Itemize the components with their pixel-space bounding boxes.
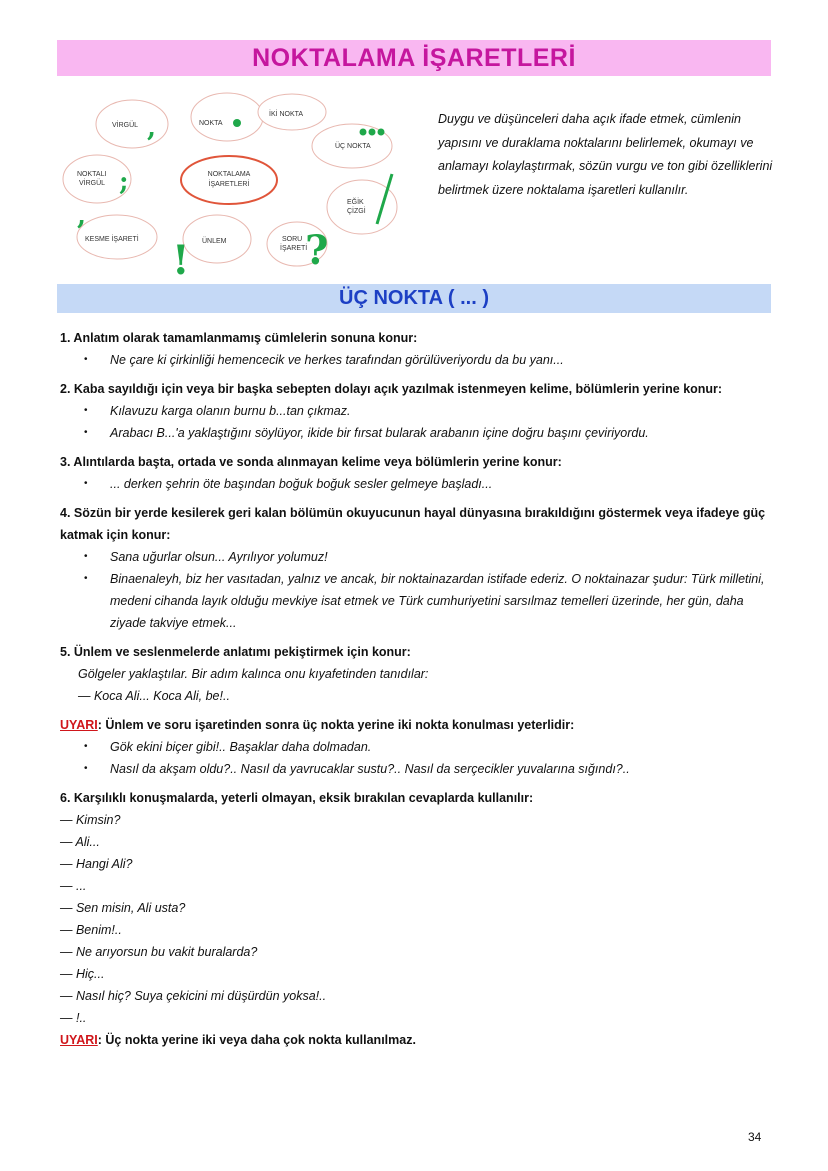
intro-text: Duygu ve düşünceleri daha açık ifade etmek, cümlenin yapısını ve duraklama noktalarını belirlemek, okumayı ve anlamayı kolaylaştırmak, sözün vurgu ve ton gibi özelliklerini belirtmek üzere noktalama işaretleri kullanılır. [438, 112, 773, 197]
warning-text: : Üç nokta yerine iki veya daha çok nokta kullanılmaz. [97, 1033, 416, 1047]
center-label-1: NOKTALAMA [207, 171, 251, 178]
dialogue-line: — Hangi Ali? [60, 857, 133, 871]
warning-label: UYARI [60, 718, 98, 732]
label-kesme: KESME İŞARETİ [85, 236, 139, 243]
apostrophe-icon: , [77, 201, 87, 231]
exclamation-icon: ! [172, 237, 190, 280]
label-isareti: İŞARETİ [280, 245, 308, 252]
label-soru: SORU [282, 236, 303, 243]
warning-1 [60, 714, 775, 736]
dialogue-line: — Ali... [60, 835, 100, 849]
label-noktali-virgul: VİRGÜL [79, 180, 106, 187]
example: • ... derken şehrin öte başından boğuk boğuk sesler gelmeye başladı... [60, 473, 775, 495]
label-cizgi: ÇİZGİ [347, 208, 366, 215]
rule-heading: 4. Sözün bir yerde kesilerek geri kalan bölümün okuyucunun hayal dünyasına bırakıldığını göstermek veya ifadeye güç katmak için konur: [60, 506, 766, 542]
center-label-2: İŞARETLERİ [208, 181, 250, 188]
label-unlem: ÜNLEM [202, 238, 227, 245]
example-line: Gölgeler yaklaştılar. Bir adım kalınca onu kıyafetinden tanıdılar: [78, 667, 429, 681]
punctuation-illustration [57, 84, 417, 280]
warning-label: UYARI [60, 1033, 98, 1047]
example: • Binaenaleyh, biz her vasıtadan, yalnız ve ancak, bir noktainazardan istifade ederiz. O noktainazar şudur: Türk milletini, medeni cihanda layık olduğu mevkiye isat etmek ve Türk cumhuriyetini sarsılmaz temelleri üzerinde, her gün, daha ziyade takviye etmek... [60, 568, 775, 634]
label-iki-nokta: İKİ NOKTA [269, 111, 304, 118]
rule-heading: 5. Ünlem ve seslenmelerde anlatımı pekiştirmek için konur: [60, 645, 411, 659]
dialogue-line: — Kimsin? [60, 813, 121, 827]
example: • Ne çare ki çirkinliği hemencecik ve herkes tarafından görülüveriyordu da bu yanı... [60, 349, 775, 371]
warning-2 [60, 1029, 775, 1051]
rule-heading: 3. Alıntılarda başta, ortada ve sonda alınmayan kelime veya bölümlerin yerine konur: [60, 455, 562, 469]
label-nokta: NOKTA [199, 120, 223, 127]
section-title: ÜÇ NOKTA ( ... ) [57, 284, 771, 313]
example-line: — Koca Ali... Koca Ali, be!.. [78, 689, 230, 703]
rule-heading: 1. Anlatım olarak tamamlanmamış cümlelerin sonuna konur: [60, 331, 418, 345]
dialogue-line: — Ne arıyorsun bu vakit buralarda? [60, 945, 258, 959]
content [60, 327, 775, 1051]
dialogue-line: — Hiç... [60, 967, 105, 981]
page-number: 34 [748, 1130, 762, 1144]
comma-icon: , [147, 113, 157, 143]
example: • Sana uğurlar olsun... Ayrılıyor yolumuz! [60, 546, 775, 568]
dialogue-line: — Benim!.. [60, 923, 122, 937]
rule-heading: 2. Kaba sayıldığı için veya bir başka sebepten dolayı açık yazılmak istenmeyen kelime, bölümlerin yerine konur: [60, 382, 723, 396]
label-egik: EĞİK [347, 199, 364, 206]
example: • Arabacı B...'a yaklaştığını söylüyor, ikide bir fırsat bularak arabanın içine doğru başını çeviriyordu. [60, 422, 775, 444]
label-virgul: VİRGÜL [112, 122, 139, 129]
period-icon [233, 119, 241, 127]
example: • Nasıl da akşam oldu?.. Nasıl da yavrucaklar sustu?.. Nasıl da serçecikler yuvalarına sığındı?.. [60, 758, 775, 780]
page-title: NOKTALAMA İŞARETLERİ [57, 40, 771, 76]
rule-heading: 6. Karşılıklı konuşmalarda, yeterli olmayan, eksik bırakılan cevaplarda kullanılır: [60, 791, 534, 805]
question-icon: ? [305, 227, 329, 274]
dialogue-line: — Nasıl hiç? Suya çekicini mi düşürdün yoksa!.. [60, 989, 327, 1003]
dialogue-line: — Sen misin, Ali usta? [60, 901, 186, 915]
dialogue-line: — ... [60, 879, 87, 893]
example: • Kılavuzu karga olanın burnu b...tan çıkmaz. [60, 400, 775, 422]
dialogue-line: — !.. [60, 1011, 87, 1025]
example: • Gök ekini biçer gibi!.. Başaklar daha dolmadan. [60, 736, 775, 758]
label-noktali: NOKTALI [77, 171, 107, 178]
semicolon-icon: ; [119, 167, 129, 197]
warning-text: : Ünlem ve soru işaretinden sonra üç nokta yerine iki nokta konulması yeterlidir: [97, 718, 575, 732]
label-uc-nokta: ÜÇ NOKTA [335, 143, 371, 150]
